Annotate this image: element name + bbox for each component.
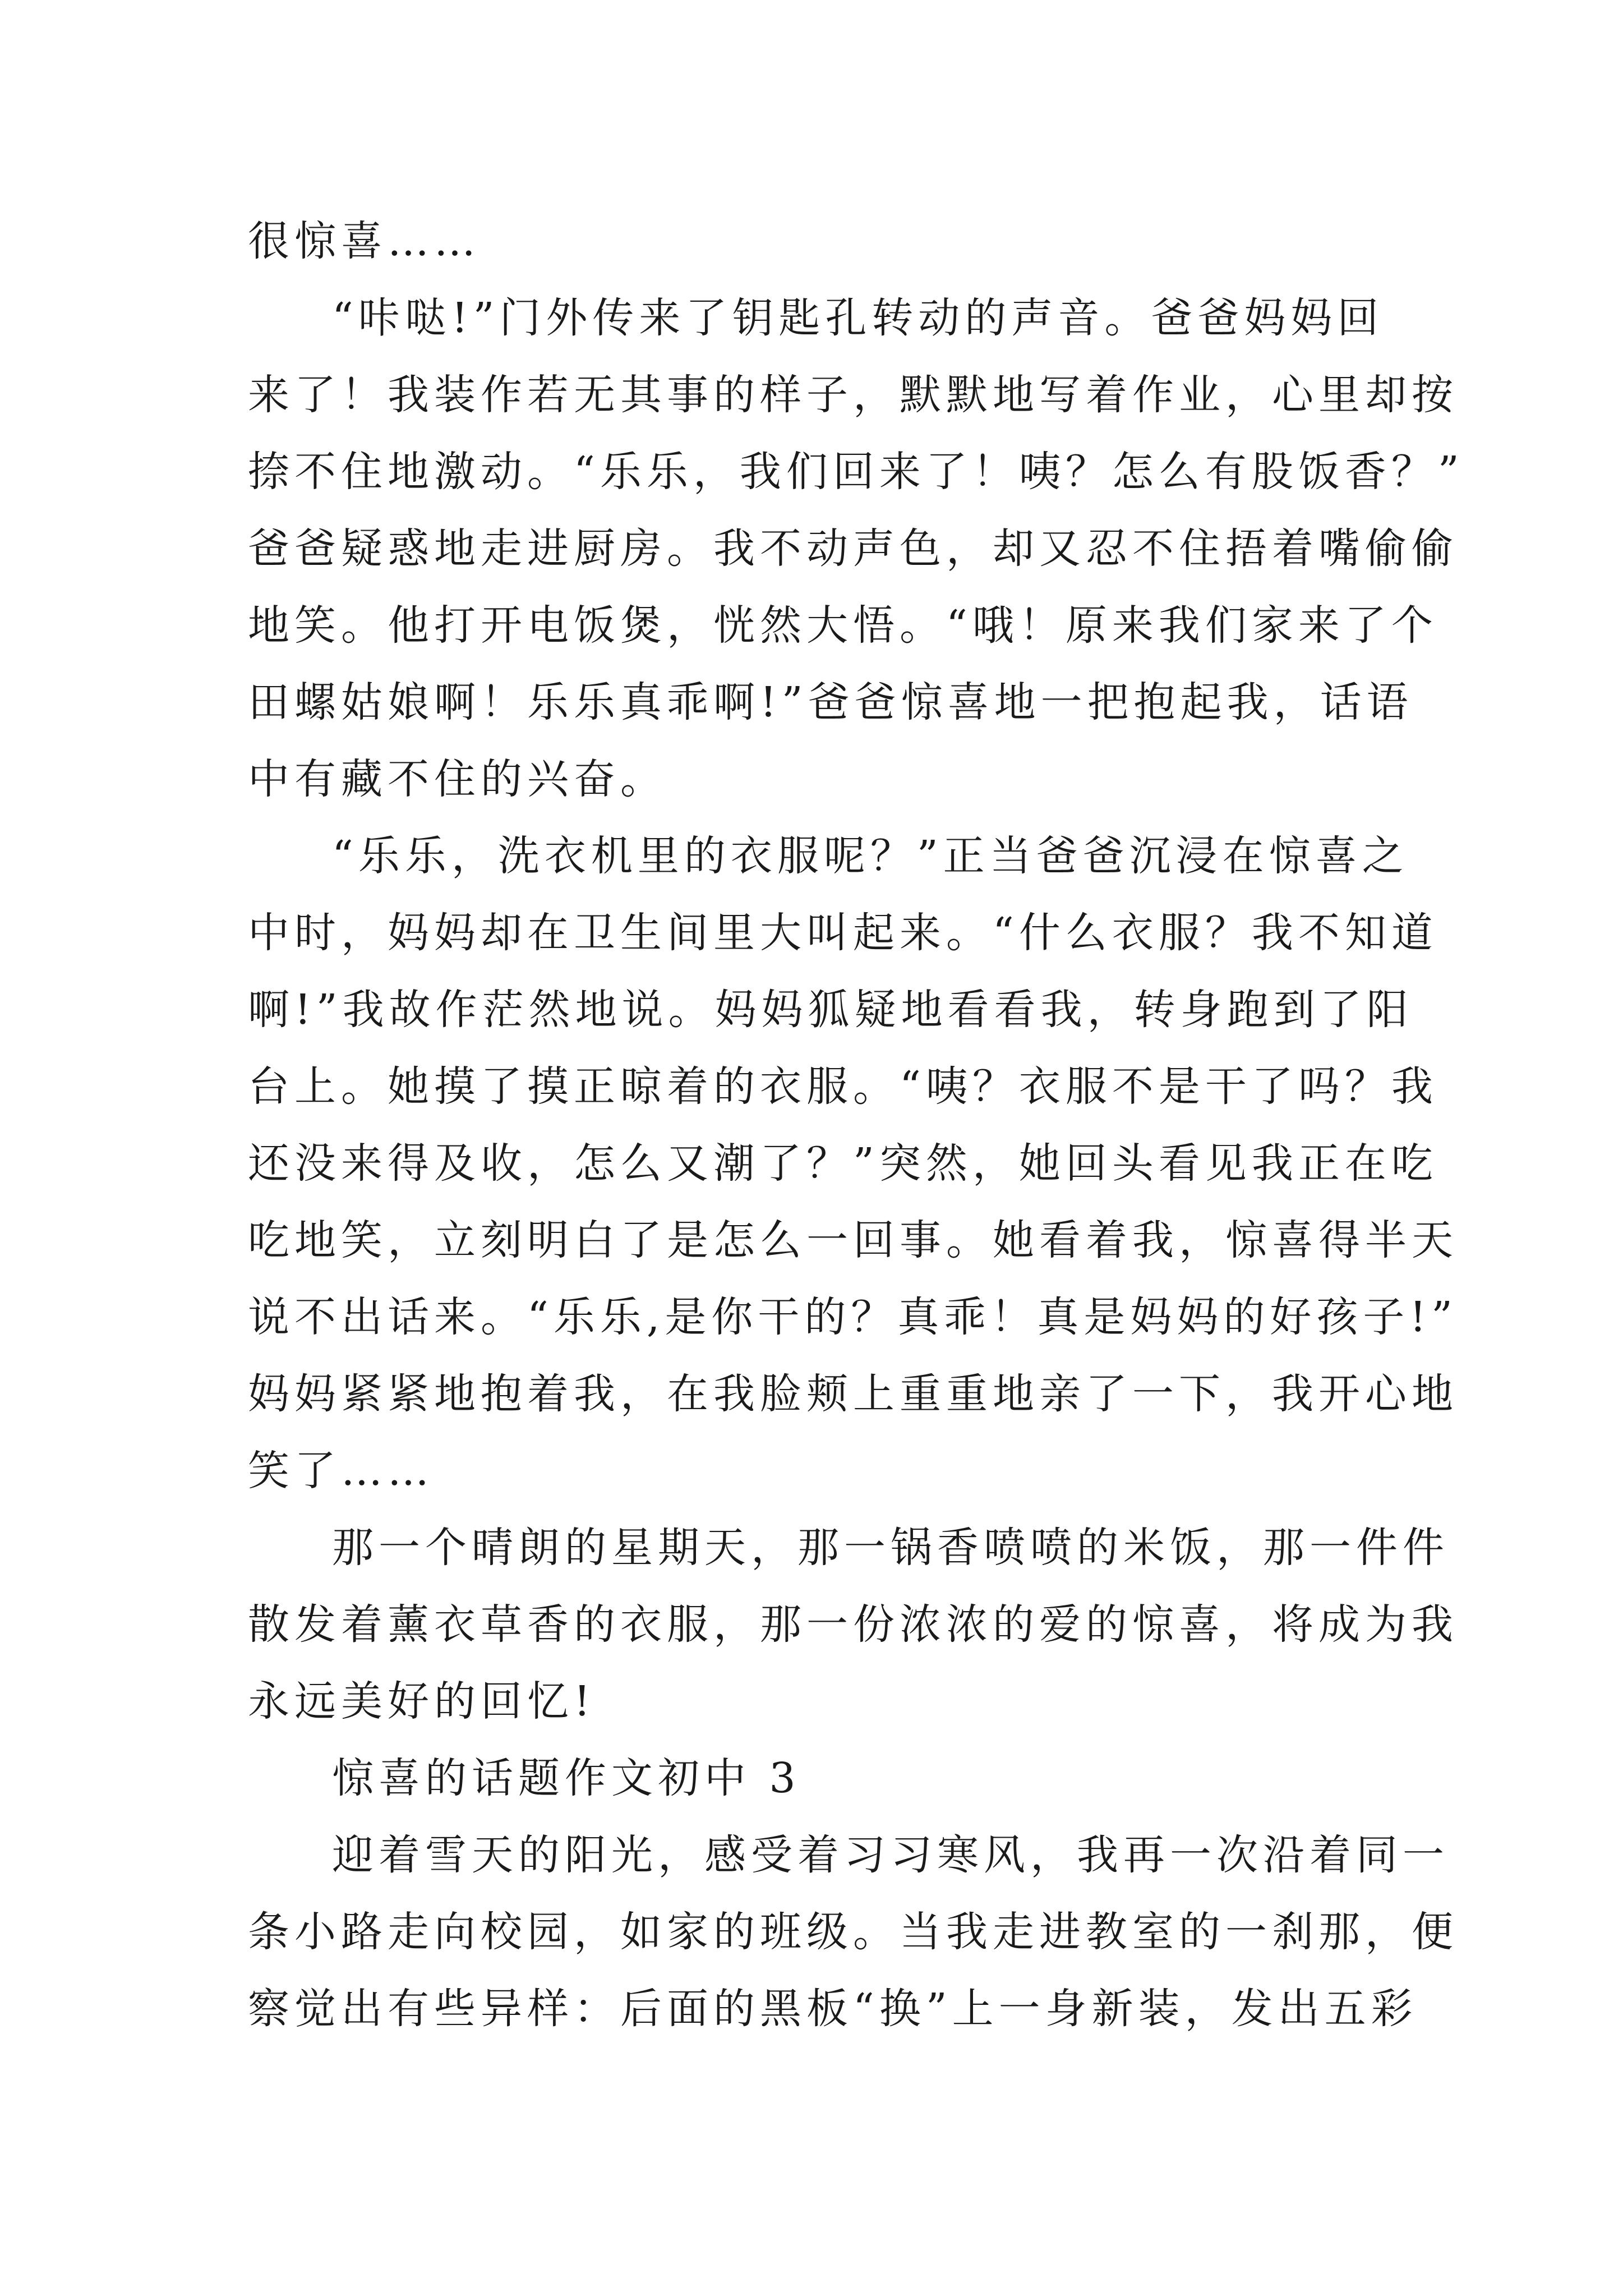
section-heading: 惊喜的话题作文初中 3 [332, 1754, 801, 1802]
paragraph-start-line: 那一个晴朗的星期天，那一锅香喷喷的米饭，那一件件 [332, 1524, 1449, 1572]
paragraph-start-line: “咔哒!”门外传来了钥匙孔转动的声音。爸爸妈妈回 [332, 294, 1384, 342]
text-line: 说不出话来。“乐乐,是你干的？真乖！真是妈妈的好孩子!” [248, 1293, 1458, 1341]
text-line: 还没来得及收，怎么又潮了？”突然，她回头看见我正在吃 [248, 1139, 1438, 1188]
text-line: 吃地笑，立刻明白了是怎么一回事。她看着我，惊喜得半天 [248, 1216, 1458, 1264]
text-line: 永远美好的回忆! [248, 1677, 596, 1726]
text-line: 爸爸疑惑地走进厨房。我不动声色，却又忍不住捂着嘴偷偷 [248, 524, 1458, 573]
text-line: 条小路走向校园，如家的班级。当我走进教室的一刹那，便 [248, 1908, 1458, 1956]
text-line: 地笑。他打开电饭煲，恍然大悟。“哦！原来我们家来了个 [248, 601, 1438, 650]
text-line: 田螺姑娘啊！乐乐真乖啊!”爸爸惊喜地一把抱起我，话语 [248, 678, 1413, 726]
text-line: 台上。她摸了摸正晾着的衣服。“咦？衣服不是干了吗？我 [248, 1062, 1438, 1111]
text-line: 很惊喜…… [248, 217, 481, 265]
paragraph-start-line: 迎着雪天的阳光，感受着习习寒风，我再一次沿着同一 [332, 1831, 1449, 1879]
text-line: 来了！我装作若无其事的样子，默默地写着作业，心里却按 [248, 371, 1458, 419]
text-line: 散发着薰衣草香的衣服，那一份浓浓的爱的惊喜，将成为我 [248, 1600, 1458, 1649]
text-line: 中有藏不住的兴奋。 [248, 755, 667, 803]
text-line: 妈妈紧紧地抱着我，在我脸颊上重重地亲了一下，我开心地 [248, 1370, 1458, 1418]
paragraph-start-line: “乐乐，洗衣机里的衣服呢？”正当爸爸沉浸在惊喜之 [332, 832, 1409, 880]
text-line: 笑了…… [248, 1447, 434, 1495]
text-line: 察觉出有些异样：后面的黑板“换”上一身新装，发出五彩 [248, 1985, 1418, 2033]
text-line: 中时，妈妈却在卫生间里大叫起来。“什么衣服？我不知道 [248, 909, 1438, 957]
text-line: 捺不住地激动。“乐乐，我们回来了！咦？怎么有股饭香？” [248, 448, 1464, 496]
text-line: 啊!”我故作茫然地说。妈妈狐疑地看看我，转身跑到了阳 [248, 986, 1413, 1034]
